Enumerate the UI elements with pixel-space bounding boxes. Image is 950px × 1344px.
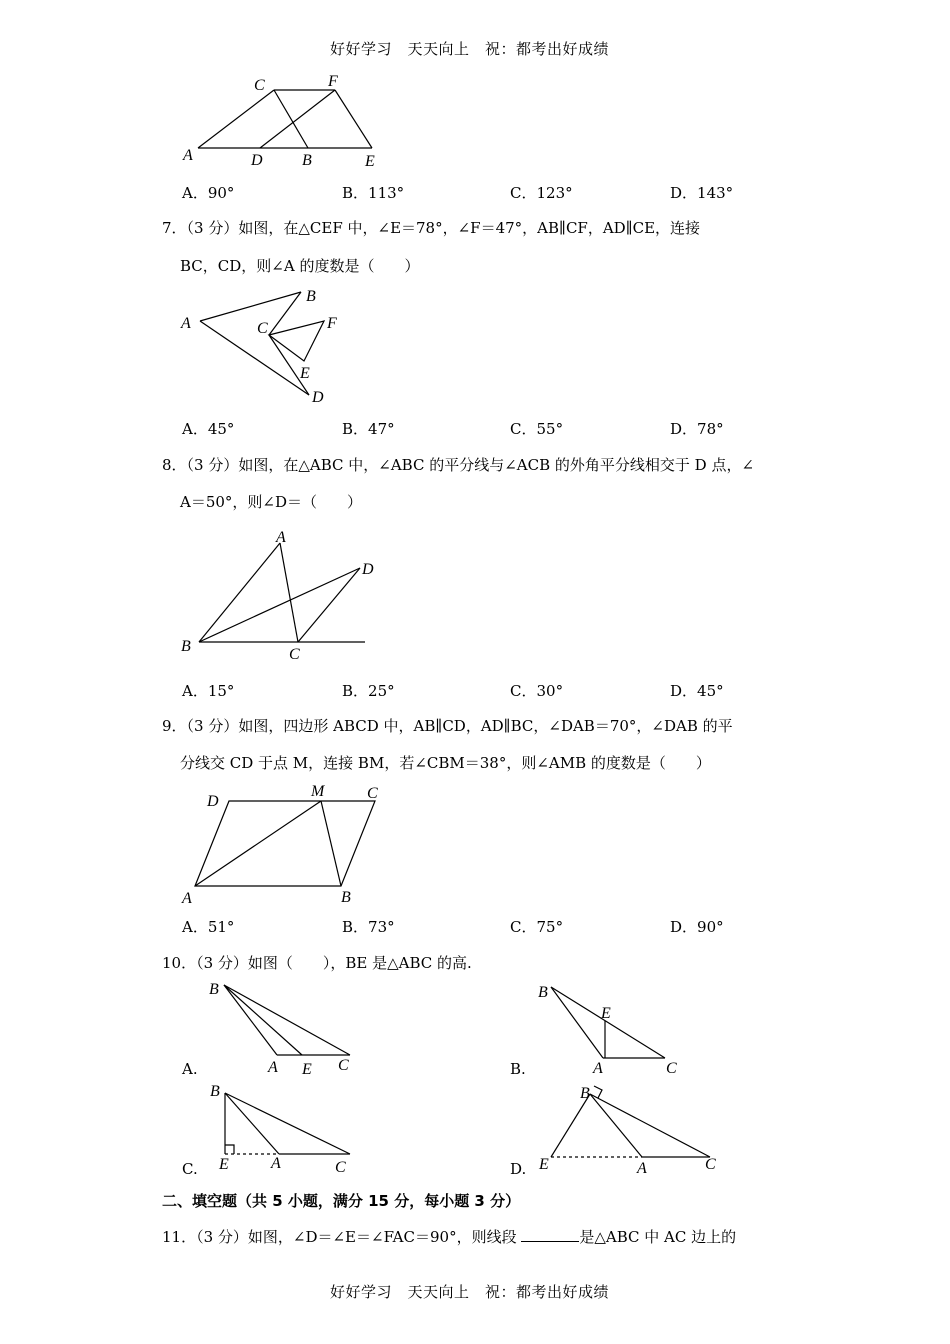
q8-option-b: B．25° [342, 682, 395, 700]
q9-figure [178, 782, 398, 907]
q6-option-d: D．143° [670, 184, 734, 202]
q8-option-d: D．45° [670, 682, 724, 700]
q9-option-b: B．73° [342, 918, 395, 936]
q9-label-a: A [182, 890, 192, 907]
q10b-label-e: E [601, 1005, 611, 1022]
q6-label-b: B [302, 152, 312, 169]
q8-option-c: C．30° [510, 682, 564, 700]
q8-label-b: B [181, 638, 191, 655]
q10a-label-b: B [209, 981, 219, 998]
q10-figure-b [535, 980, 705, 1080]
q8-figure [178, 525, 388, 665]
q10b-label-b: B [538, 984, 548, 1001]
q11-answer-blank[interactable] [521, 1227, 579, 1242]
q8-label-c: C [289, 646, 300, 663]
q11-stem-line1 [162, 1227, 736, 1247]
q8-label-a: A [276, 529, 286, 546]
q6-label-d: D [251, 152, 263, 169]
q7-stem-line1: 7．（3 分）如图，在△CEF 中，∠E＝78°，∠F＝47°，AB∥CF，AD∥CE，连接 [162, 219, 701, 237]
q7-option-d: D．78° [670, 420, 724, 438]
q6-label-a: A [183, 147, 193, 164]
q10c-label-e: E [219, 1156, 229, 1173]
q9-option-a: A．51° [182, 918, 235, 936]
q10c-label-a: A [271, 1155, 281, 1172]
q7-figure [178, 285, 368, 405]
q8-option-a: A．15° [182, 682, 235, 700]
q9-stem-line1: 9．（3 分）如图，四边形 ABCD 中，AB∥CD，AD∥BC，∠DAB＝70°，∠DAB 的平 [162, 717, 733, 735]
q6-option-a: A．90° [182, 184, 235, 202]
q8-stem-line1: 8．（3 分）如图，在△ABC 中，∠ABC 的平分线与∠ACB 的外角平分线相交于 D 点，∠ [162, 456, 755, 474]
q6-option-b: B．113° [342, 184, 405, 202]
q9-label-c: C [367, 785, 378, 802]
q10a-label-a: A [268, 1059, 278, 1076]
q6-option-c: C．123° [510, 184, 573, 202]
q8-label-d: D [362, 561, 374, 578]
q9-stem-line2: 分线交 CD 于点 M，连接 BM，若∠CBM＝38°，则∠AMB 的度数是（ ） [180, 754, 711, 772]
q10c-label-b: B [210, 1083, 220, 1100]
q8-stem-line2: A＝50°，则∠D＝（ ） [180, 493, 363, 511]
q10a-label-e: E [302, 1061, 312, 1078]
q6-label-f: F [328, 73, 338, 90]
q7-option-a: A．45° [182, 420, 235, 438]
q6-label-e: E [365, 153, 375, 170]
q7-label-b: B [306, 288, 316, 305]
q9-option-d: D．90° [670, 918, 724, 936]
page-footer: 好好学习 天天向上 祝：都考出好成绩 [330, 1283, 610, 1301]
q11-stem-suffix: 是△ABC 中 AC 边上的 [579, 1228, 737, 1246]
q10-figure-a [205, 980, 375, 1080]
q10b-label-c: C [666, 1060, 677, 1077]
q10d-label-c: C [705, 1156, 716, 1173]
q6-figure [175, 72, 395, 172]
q6-label-c: C [254, 77, 265, 94]
q10-figure-c [205, 1076, 375, 1176]
q10d-label-e: E [539, 1156, 549, 1173]
q7-label-f: F [327, 315, 337, 332]
q7-label-c: C [257, 320, 268, 337]
q10-option-c: C. [182, 1160, 198, 1178]
q10a-label-c: C [338, 1057, 349, 1074]
q9-label-b: B [341, 889, 351, 906]
q9-label-m: M [311, 783, 325, 800]
q7-option-c: C．55° [510, 420, 564, 438]
q10c-label-c: C [335, 1159, 346, 1176]
q10-option-b: B. [510, 1060, 526, 1078]
q7-stem-line2: BC，CD，则∠A 的度数是（ ） [180, 257, 420, 275]
q10-stem-line1: 10．（3 分）如图（ ），BE 是△ABC 的高. [162, 954, 472, 972]
q10-option-d: D. [510, 1160, 527, 1178]
q9-label-d: D [207, 793, 219, 810]
q10-option-a: A. [182, 1060, 198, 1078]
q7-label-e: E [300, 365, 310, 382]
section-fill-in-heading: 二、填空题（共 5 小题，满分 15 分，每小题 3 分） [162, 1192, 521, 1210]
q7-label-a: A [181, 315, 191, 332]
q10b-label-a: A [593, 1060, 603, 1077]
page-header: 好好学习 天天向上 祝：都考出好成绩 [330, 40, 610, 58]
q10d-label-b: B [580, 1085, 590, 1102]
q10d-label-a: A [637, 1160, 647, 1177]
q7-label-d: D [312, 389, 324, 406]
q7-option-b: B．47° [342, 420, 395, 438]
q9-option-c: C．75° [510, 918, 564, 936]
q11-stem-prefix: 11．（3 分）如图，∠D＝∠E＝∠FAC＝90°，则线段 [162, 1228, 517, 1246]
q10-figure-d [535, 1076, 725, 1176]
